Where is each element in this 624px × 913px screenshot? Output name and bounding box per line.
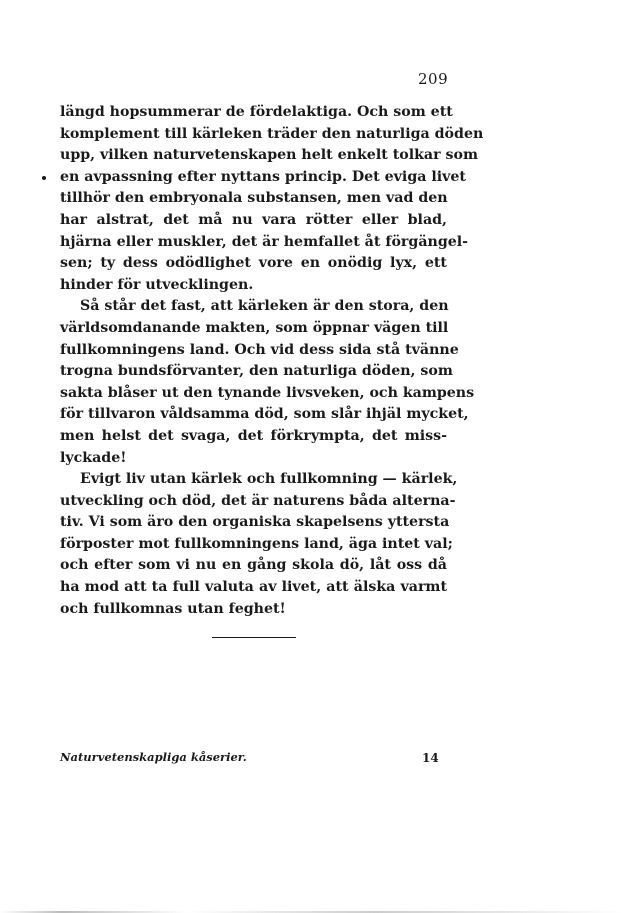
text-line: och fullkomnas utan feghet! (60, 600, 286, 617)
page-number: 209 (418, 70, 449, 88)
text-line: ha mod att ta full valuta av livet, att älska varmt (60, 579, 447, 596)
text-line: komplement till kärleken träder den naturliga döden (60, 125, 484, 142)
text-line: världsomdanande makten, som öppnar vägen till (60, 319, 449, 336)
section-end-rule (212, 637, 296, 638)
text-line: trogna bundsförvanter, den naturliga döden, som (60, 363, 453, 380)
signature-mark: 14 (422, 751, 439, 765)
text-line: hjärna eller muskler, det är hemfallet åt förgängel- (60, 233, 469, 250)
text-line: och efter som vi nu en gång skola dö, låt oss då (60, 557, 447, 574)
text-line: Så står det fast, att kärleken är den stora, den (80, 298, 449, 315)
text-line: förposter mot fullkomningens land, äga intet val; (60, 535, 453, 552)
text-line: lyckade! (60, 449, 127, 466)
text-line: upp, vilken naturvetenskapen helt enkelt tolkar som (60, 147, 479, 164)
text-line: en avpassning efter nyttans princip. Det eviga livet (60, 168, 466, 185)
text-line: utveckling och död, det är naturens båda alterna- (60, 492, 456, 509)
text-line: sakta blåser ut den tynande livsveken, och kampens (60, 384, 475, 401)
text-line: Evigt liv utan kärlek och fullkomning — kärlek, (80, 471, 458, 488)
body-text (60, 102, 484, 620)
text-line: tiv. Vi som äro den organiska skapelsens yttersta (60, 514, 450, 531)
footer-title: Naturvetenskapliga kåserier. (60, 750, 247, 764)
margin-mark (42, 176, 46, 180)
text-line: för tillvaron våldsamma död, som slår ihjäl mycket, (60, 406, 469, 423)
text-line: har alstrat, det må nu vara rötter eller blad, (60, 211, 447, 228)
text-line: fullkomningens land. Och vid dess sida stå tvänne (60, 341, 459, 358)
text-line: men helst det svaga, det förkrympta, det miss- (60, 427, 447, 444)
text-line: tillhör den embryonala substansen, men vad den (60, 190, 448, 207)
text-line: längd hopsummerar de fördelaktiga. Och som ett (60, 104, 453, 120)
text-line: sen; ty dess odödlighet vore en onödig lyx, ett (60, 255, 447, 272)
text-line: hinder för utvecklingen. (60, 276, 254, 293)
